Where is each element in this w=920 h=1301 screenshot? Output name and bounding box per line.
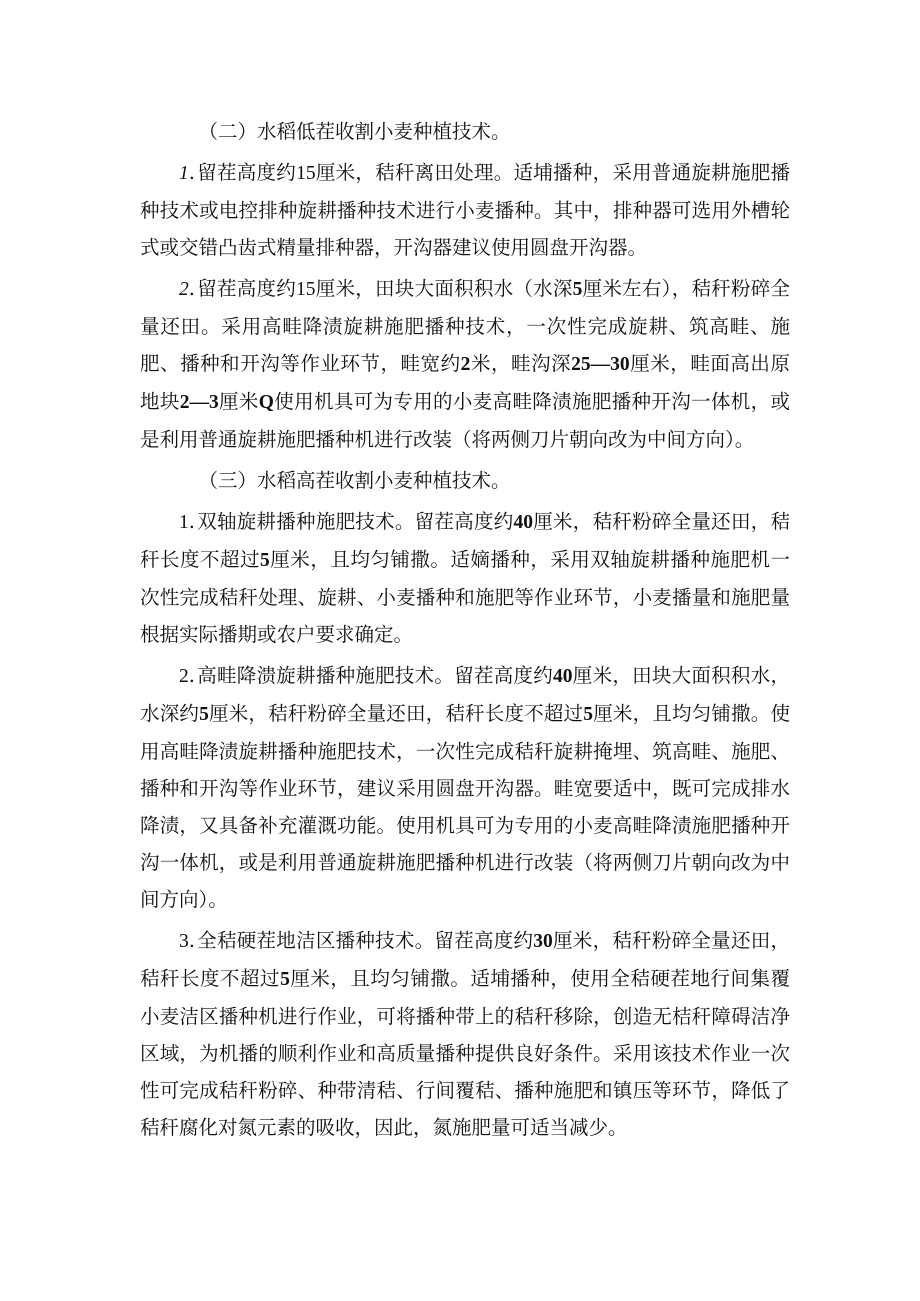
item-number: 2: [179, 666, 189, 687]
item-number-separator: .: [188, 510, 195, 533]
document-page: [140, 113, 790, 1146]
value-stubble-height: 15: [296, 279, 316, 300]
section-3-heading: （三）水稻高茬收割小麦种植技术。: [198, 469, 511, 492]
paragraph-text: 厘米，秸秆粉碎全量还田，秸秆长度不超过: [140, 510, 790, 571]
paragraph-text: 厘米，田块大面积积水，水深约: [140, 664, 790, 725]
value-bed-height: 2—3: [179, 392, 219, 413]
item-number: 1: [179, 512, 189, 533]
value-straw-length: 5: [260, 550, 270, 571]
paragraph-text: 厘米，秸秆离田处理。适埔播种，采用普通旋耕施肥播种技术或电控排种旋耕播种技术进行小麦播种。其中，排种器可选用外槽轮式或交错凸齿式精量排种器，开沟器建议使用圆盘开沟器。: [140, 161, 790, 259]
paragraph-text: 高畦降溃旋耕播种施肥技术。留茬高度约: [196, 664, 554, 687]
paragraph-text: 全秸硬茬地洁区播种技术。留茬高度约: [196, 929, 534, 952]
paragraph-text: 厘米，且均匀铺撒。适嫡播种，采用双轴旋耕播种施肥机一次性完成秸秆处理、旋耕、小麦播种和施肥等作业环节，小麦播量和施肥量根据实际播期或农户要求确定。: [140, 548, 790, 646]
value-water-depth: 5: [199, 704, 209, 725]
value-stubble-height: 40: [513, 512, 533, 533]
item-number: 1: [179, 163, 189, 184]
value-stubble-height: 15: [296, 163, 316, 184]
item-number-separator: .: [188, 161, 195, 184]
item-number-separator: .: [188, 277, 195, 300]
section-3-item-3: [140, 922, 790, 1146]
section-2-item-2: [140, 270, 790, 458]
paragraph-text: 米，畦沟深: [470, 352, 572, 375]
paragraph-text: 留茬高度约: [196, 277, 297, 300]
paragraph-text: 厘米左右），秸秆粉碎全量还田。采用高畦降渍旋耕施肥播种技术，一次性完成旋耕、筑高畦、施肥、播种和开沟等作业环节，畦宽约: [140, 277, 790, 375]
item-number: 3: [179, 931, 189, 952]
value-water-depth: 5: [572, 279, 583, 300]
paragraph-text: 厘米，畦面高出原地块: [140, 352, 790, 413]
paragraph-text: 留茬高度约: [196, 161, 297, 184]
item-number-separator: .: [188, 664, 195, 687]
section-3-item-2: [140, 657, 790, 918]
value-stubble-height: 30: [533, 931, 553, 952]
item-number: 2: [179, 279, 189, 300]
value-straw-length: 5: [280, 969, 290, 990]
section-2-item-1: [140, 154, 790, 266]
paragraph-text: 厘米，且均匀铺撒。使用高畦降渍旋耕播种施肥技术，一次性完成秸秆旋耕掩埋、筑高畦、施肥、播种和开沟等作业环节，建议采用圆盘开沟器。畦宽要适中，既可完成排水降渍，又具备补充灌溉功能。使用机具可为专用的小麦高畦降渍施肥播种开沟一体机，或是利用普通旋耕施肥播种机进行改装（将两侧刀片朝向改为中间方向）。: [140, 702, 790, 911]
paragraph-text: 使用机具可为专用的小麦高畦降渍施肥播种开沟一体机，或是利用普通旋耕施肥播种机进行改装（将两侧刀片朝向改为中间方向）。: [140, 390, 790, 451]
item-number-separator: .: [188, 929, 195, 952]
section-3-item-1: [140, 503, 790, 653]
value-straw-length: 5: [583, 704, 594, 725]
value-bed-width: 2: [460, 354, 471, 375]
value-stubble-height: 40: [553, 666, 573, 687]
value-furrow-depth: 25—30: [571, 354, 630, 375]
section-2-heading: （二）水稻低茬收割小麦种植技术。: [198, 120, 511, 143]
paragraph-text: 厘米，田块大面积积水（水深: [315, 277, 573, 300]
stray-character: Q: [258, 392, 274, 413]
paragraph-text: 厘米，且均匀铺撒。适埔播种，使用全秸硬茬地行间集覆小麦洁区播种机进行作业，可将播种带上的秸秆移除，创造无桔秆障碍洁净区域，为机播的顺利作业和高质量播种提供良好条件。采用该技术作业一次性可完成秸秆粉碎、种带清秸、行间覆秸、播种施肥和镇压等环节，降低了秸秆腐化对氮元素的吸收，因此，氮施肥量可适当减少。: [140, 967, 790, 1139]
paragraph-text: 双轴旋耕播种施肥技术。留茬高度约: [196, 510, 514, 533]
paragraph-text: 厘米: [218, 390, 259, 413]
paragraph-text: 厘米，秸秆粉碎全量还田，秸秆长度不超过: [140, 929, 790, 990]
paragraph-text: 厘米，秸秆粉碎全量还田，秸秆长度不超过: [208, 702, 584, 725]
